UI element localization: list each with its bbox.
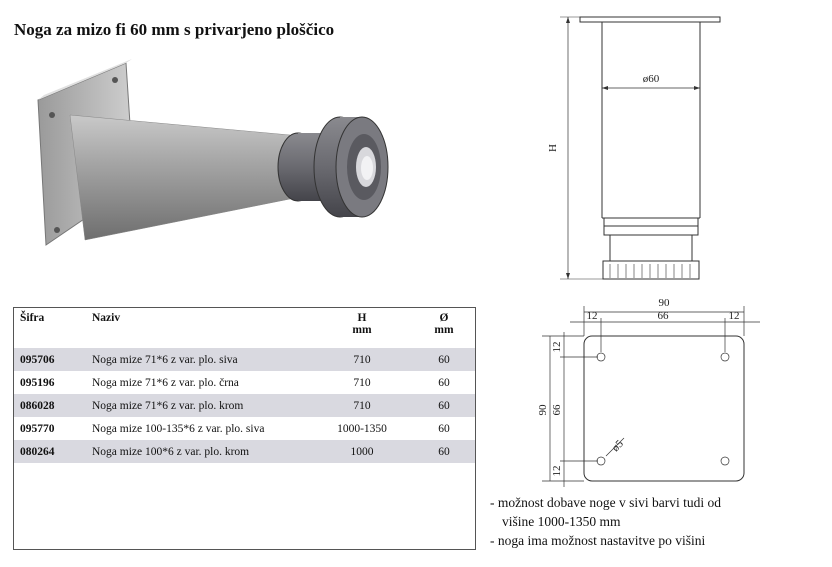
row-d: 60 [413,394,475,417]
plate-height-label: 90 [537,404,549,416]
note-line: - noga ima možnost nastavitve po višini [490,533,706,548]
row-name: Noga mize 71*6 z var. plo. siva [86,348,311,371]
plate-drawing [520,292,832,492]
row-d: 60 [413,348,475,371]
product-table [13,307,476,550]
table-row [14,440,475,463]
row-h: 710 [353,376,371,389]
row-code: 086028 [14,394,86,417]
col-d-unit: mm [434,324,454,336]
row-h: 1000-1350 [337,422,387,435]
row-code: 095706 [14,348,86,371]
col-d-label: Ø [439,312,449,324]
plate-inner-height: 66 [551,404,563,416]
plate-margin-right: 12 [728,310,740,322]
plate-margin-left: 12 [586,310,598,322]
row-code: 095770 [20,422,55,435]
note-line: višine 1000-1350 mm [502,514,621,529]
table-header [14,308,475,348]
page-title: Noga za mizo fi 60 mm s privarjeno ploščico [14,20,335,39]
plate-inner-width: 66 [657,310,669,322]
col-h-header [311,308,413,348]
col-h-unit: mm [352,324,372,336]
row-code: 080264 [14,440,86,463]
plate-margin-bottom: 12 [551,465,563,477]
plate-width-label: 90 [658,297,670,309]
row-name: Noga mize 71*6 z var. plo. črna [92,376,239,389]
col-name-header: Naziv [92,312,121,324]
row-name: Noga mize 100*6 z var. plo. krom [86,440,311,463]
table-row [14,371,475,394]
note-line: - možnost dobave noge v sivi barvi tudi od [490,495,721,510]
row-d: 60 [438,422,450,435]
height-label: H [547,144,559,152]
row-d: 60 [438,376,450,389]
row-name: Noga mize 100-135*6 z var. plo. siva [92,422,265,435]
row-name: Noga mize 71*6 z var. plo. krom [86,394,311,417]
row-h: 710 [311,348,413,371]
diameter-label: ø60 [642,73,660,85]
product-photo [30,55,415,265]
plate-margin-top: 12 [551,341,563,353]
table-row [14,394,475,417]
notes [490,493,721,550]
row-h: 710 [311,394,413,417]
row-h: 1000 [311,440,413,463]
side-drawing [530,8,830,298]
col-h-label: H [357,312,367,324]
hole-diameter-label: ø5 [609,437,626,455]
row-code: 095196 [20,376,55,389]
table-row [14,348,475,371]
table-row [14,417,475,440]
col-d-header [413,308,475,348]
col-code-header: Šifra [20,312,45,324]
row-d: 60 [413,440,475,463]
